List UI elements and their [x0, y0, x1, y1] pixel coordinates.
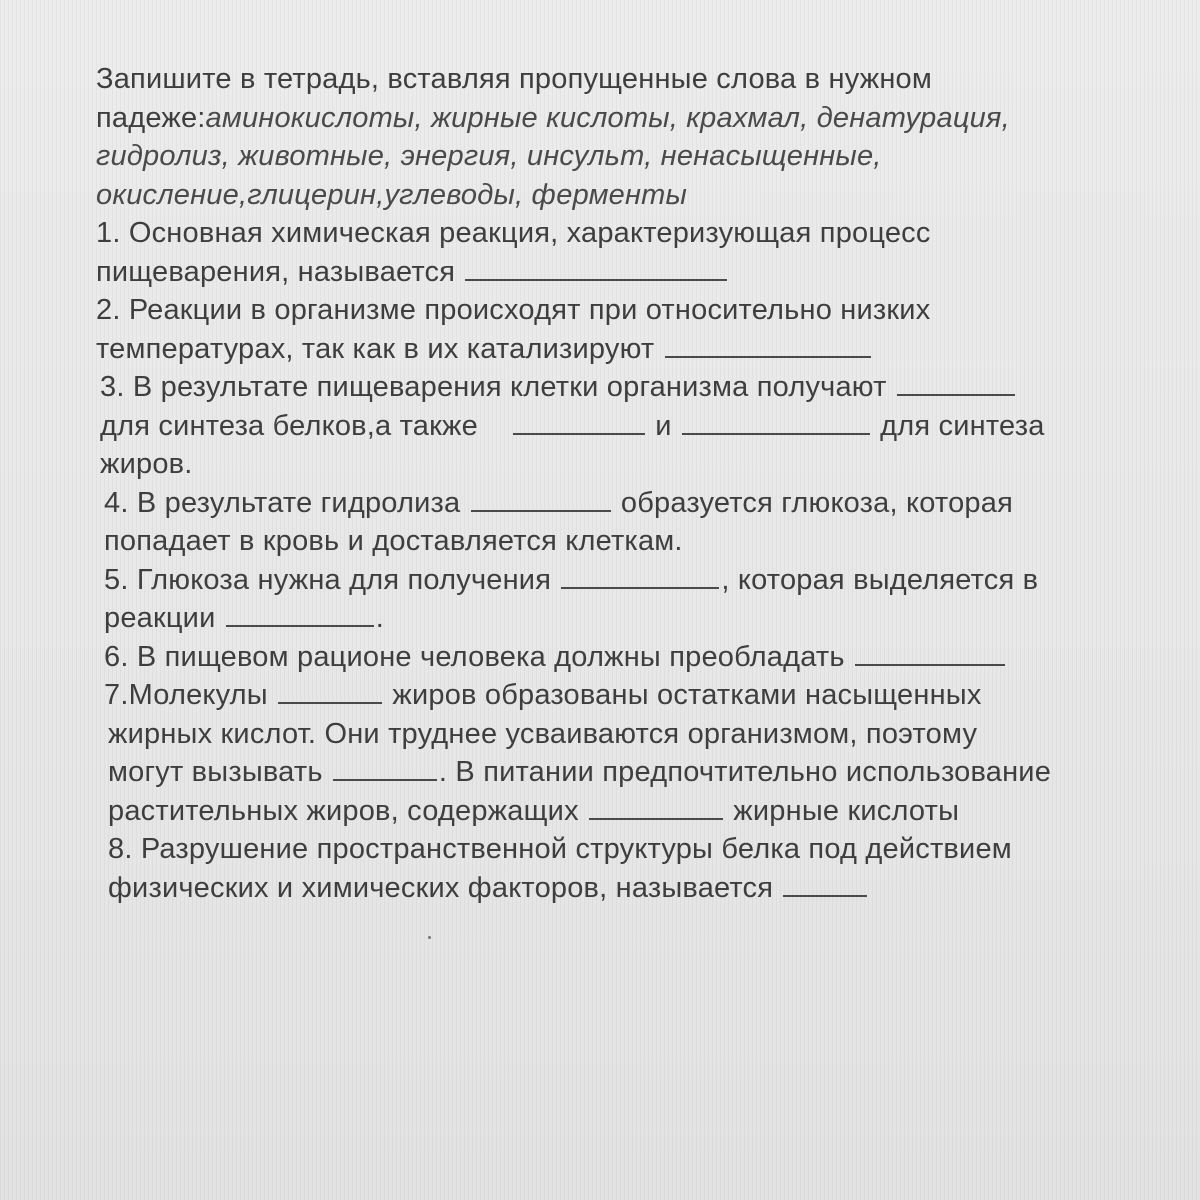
word-bank-2: гидролиз, животные, энергия, инсульт, ненасыщенные,: [96, 140, 882, 172]
question-7-text-b: жиров образованы остатками насыщенных: [392, 679, 982, 711]
question-1-text: пищеварения, называется: [96, 255, 456, 288]
question-7-line-3: [96, 753, 1126, 792]
question-2-text: температурах, так как в их катализируют: [96, 332, 655, 365]
word-bank-1: аминокислоты, жирные кислоты, крахмал, денатурация,: [205, 101, 1010, 134]
question-7-text-f: жирные кислоты: [733, 794, 960, 827]
answer-blank-3c[interactable]: [682, 409, 870, 435]
worksheet: [96, 60, 1126, 907]
question-3-text-c: для синтеза: [880, 409, 1045, 442]
speck-mark: [428, 936, 431, 939]
question-6-line-1: [96, 638, 1126, 677]
question-5-line-2: [96, 599, 1126, 638]
question-5-text-a: 5. Глюкоза нужна для получения: [104, 563, 552, 596]
question-7-text-e: растительных жиров, содержащих: [108, 794, 579, 827]
question-7-line-2: жирных кислот. Они труднее усваиваются организмом, поэтому: [108, 717, 978, 750]
question-7-line-4: [96, 792, 1126, 831]
answer-blank-7c[interactable]: [589, 794, 723, 820]
question-1-line-2: [96, 253, 1126, 292]
question-6-text: 6. В пищевом рационе человека должны преобладать: [104, 640, 845, 673]
instruction-prefix: падеже:: [96, 101, 206, 134]
answer-blank-4[interactable]: [471, 486, 611, 512]
instruction-line-1: Запишите в тетрадь, вставляя пропущенные слова в нужном: [96, 63, 933, 95]
question-5-text-b: , которая выделяется в: [721, 563, 1039, 596]
answer-blank-3a[interactable]: [897, 370, 1015, 396]
question-7-line-1: [96, 676, 1126, 715]
question-2-line-2: [96, 330, 1126, 369]
answer-blank-5b[interactable]: [226, 601, 374, 627]
question-2-line-1: 2. Реакции в организме происходят при относительно низких: [96, 294, 931, 326]
question-3-text-b: и: [655, 409, 672, 442]
answer-blank-6[interactable]: [855, 640, 1005, 666]
question-3-line-1: [96, 368, 1126, 407]
question-4-line-1: [96, 484, 1126, 523]
question-5-period: .: [375, 602, 385, 634]
question-8-text: физических и химических факторов, называется: [108, 871, 774, 904]
question-5-text-c: реакции: [104, 602, 216, 634]
question-3-line-3: жиров.: [100, 448, 193, 480]
answer-blank-7a[interactable]: [278, 678, 382, 704]
question-8-line-1: 8. Разрушение пространственной структуры белка под действием: [108, 833, 1012, 865]
question-7-text-d: . В питании предпочтительно использование: [438, 756, 1052, 788]
question-4-text-a: 4. В результате гидролиза: [104, 486, 461, 519]
question-4-text-b: образуется глюкоза, которая: [620, 486, 1013, 519]
question-7-text-c: могут вызывать: [108, 756, 323, 788]
answer-blank-2[interactable]: [665, 332, 871, 358]
question-1-line-1: 1. Основная химическая реакция, характеризующая процесс: [96, 217, 931, 249]
question-5-line-1: [96, 561, 1126, 600]
answer-blank-8[interactable]: [783, 871, 867, 897]
answer-blank-3b[interactable]: [513, 409, 645, 435]
question-3-text-a: для синтеза белков,а также: [100, 409, 478, 442]
instruction-line-2: [96, 99, 1126, 138]
question-3-text: 3. В результате пищеварения клетки организма получают: [100, 371, 887, 403]
question-4-line-2: попадает в кровь и доставляется клеткам.: [104, 525, 683, 557]
word-bank-3: окисление,глицерин,углеводы, ферменты: [96, 178, 688, 211]
answer-blank-7b[interactable]: [333, 755, 437, 781]
question-3-line-2: [96, 407, 1126, 446]
answer-blank-5a[interactable]: [561, 563, 719, 589]
question-8-line-2: [96, 869, 1126, 908]
question-7-text-a: 7.Молекулы: [104, 679, 268, 711]
answer-blank-1[interactable]: [465, 255, 727, 281]
